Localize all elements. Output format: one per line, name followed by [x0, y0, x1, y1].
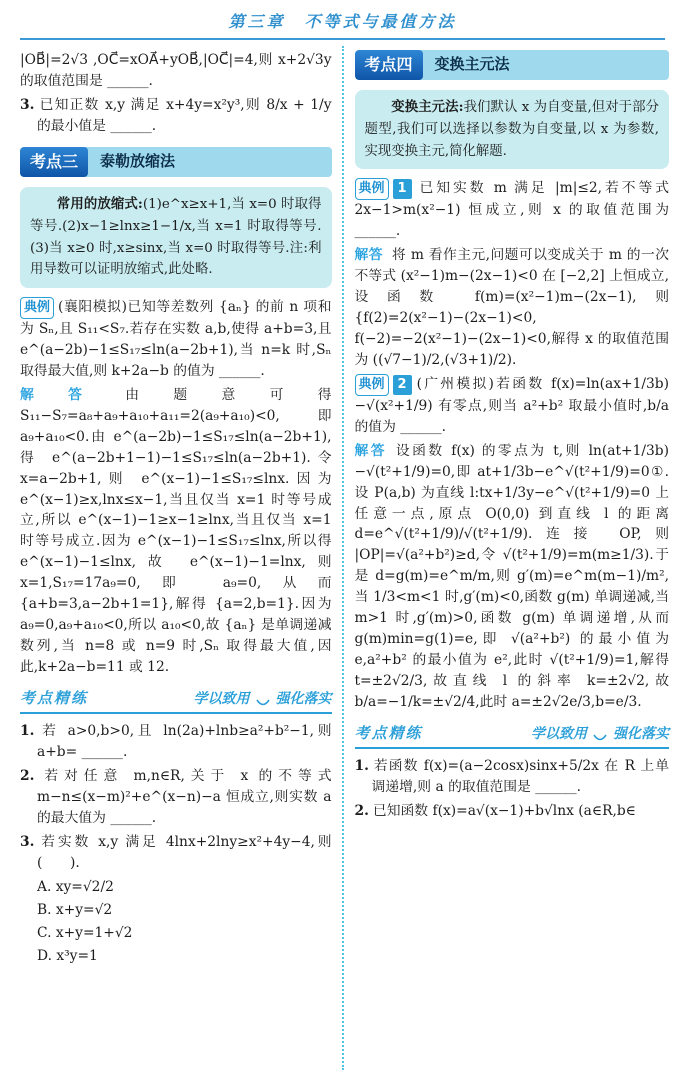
- section-header-kaodian-3: [20, 147, 332, 177]
- example-problem: [20, 297, 332, 382]
- example-text: (广州模拟)若函数 f(x)=ln(ax+1/3b)−√(x²+1/9) 有零点,则当 a²+b² 取最小值时,b/a 的值为 ______.: [354, 375, 669, 435]
- answer-label: 解答: [354, 247, 383, 264]
- problem-text: 若 a>0,b>0,且 ln(2a)+lnb≥a²+b²−1,则 a+b= ______.: [37, 723, 332, 760]
- two-column-layout: [0, 40, 685, 1070]
- problem-text: 若实数 x,y 满足 4lnx+2lny≥x²+4y−4,则( ).: [37, 833, 332, 871]
- problem-text: 若函数 f(x)=(a−2cosx)sinx+5/2x 在 R 上单调递增,则 a 的取值范围是 ______.: [371, 758, 669, 795]
- option-d: D. x³y=1: [37, 947, 98, 964]
- example-number: 2: [393, 375, 412, 395]
- practice-problem-3: [20, 832, 332, 874]
- example-text: 已知实数 m 满足 |m|≤2,若不等式 2x−1>m(x²−1) 恒成立,则 x 的取值范围为 ______.: [354, 180, 669, 240]
- slogan-2: 强化落实: [275, 690, 332, 707]
- practice-title: 考点精练: [20, 689, 89, 708]
- answer-label: 解答: [354, 442, 387, 459]
- option-a: A. xy=√2/2: [37, 878, 114, 895]
- practice-header: [20, 687, 332, 714]
- problem-number: 2.: [354, 802, 369, 819]
- left-column: [18, 46, 344, 1070]
- practice-slogans: [194, 689, 332, 710]
- example-2-problem: [355, 374, 670, 438]
- answer-text: 将 m 看作主元,问题可以变成关于 m 的一次不等式 (x²−1)m−(2x−1)<0 在 [−2,2] 上恒成立,设函数 f(m)=(x²−1)m−(2x−1),则 {f(2)=2(x²−1)−(2x−1)<0, f(−2)=−2(x²−1)−(2x−1)<0,解得 x 的取值范围为 ((√7−1)/2,(√3+1)/2).: [354, 247, 670, 368]
- problem-text: 已知正数 x,y 满足 x+4y=x²y³,则 8/x + 1/y 的最小值是 ______.: [37, 96, 332, 134]
- example-badge: 典例: [355, 178, 389, 200]
- problem-text: 已知函数 f(x)=a√(x−1)+b√lnx (a∈R,b∈: [372, 802, 636, 819]
- problem-number: 3.: [20, 96, 35, 113]
- answer-paragraph: [20, 385, 332, 679]
- slogan-1: 学以致用: [193, 690, 250, 707]
- wavy-underline-icon: [593, 729, 607, 750]
- kaodian-title: 变换主元法: [434, 55, 510, 73]
- answer-text: 设函数 f(x) 的零点为 t,则 ln(at+1/3b)−√(t²+1/9)=0,即 at+1/3b−e^√(t²+1/9)=0①.设 P(a,b) 为直线 l:tx+1/3y−e^√(t²+1/9)=0 上任意一点,原点 O(0,0) 到直线 l 的距离 d=e^√(t²+1/9)/√(t²+1/9).连接 OP,则 |OP|=√(a²+b²)≥d,令 √(t²+1/9)=m(m≥1/3).于是 d=g(m)=e^m/m,则 g′(m)=e^m(m−1)/m²,当 1/3<m<1 时,g′(m)<0,函数 g(m) 单调递减,当 m>1 时,g′(m)>0,函数 g(m) 单调递增,从而 g(m)min=g(1)=e,即 √(a²+b²) 的最小值为 e,a²+b² 的最小值为 e²,此时 √(t²+1/9)=1,解得 t=±2√2/3,故直线 l 的斜率 k=±2√2,故 b/a=−1/k=±√2/4,此时 a=±2√2e/3,b=e/3.: [354, 442, 669, 711]
- practice-problem-1: [355, 756, 670, 798]
- option-b: B. x+y=√2: [37, 901, 113, 918]
- example-text: (襄阳模拟)已知等差数列 {aₙ} 的前 n 项和为 Sₙ,且 S₁₁<S₇.若存在实数 a,b,使得 a+b=3,且 e^(a−2b)−1≤S₁₇≤ln(a−2b+1),当 n=k 时,Sₙ 取得最大值,则 k+2a−b 的值为 ______.: [20, 299, 332, 379]
- kaodian-badge: 考点三: [20, 147, 88, 177]
- answer-2-paragraph: [355, 441, 670, 714]
- example-1-problem: [355, 178, 670, 242]
- problem-3: [20, 95, 332, 137]
- example-number: 1: [393, 179, 412, 199]
- practice-problem-2: [20, 766, 332, 829]
- slogan-2: 强化落实: [613, 725, 669, 742]
- note-lead: 变换主元法:: [391, 99, 464, 116]
- answer-1-paragraph: [355, 245, 670, 371]
- chapter-title: 第三章 不等式与最值方法: [228, 12, 457, 31]
- practice-slogans: [531, 724, 669, 745]
- section-header-kaodian-4: [355, 50, 670, 80]
- problem-text: 若对任意 m,n∈R,关于 x 的不等式 m−n≤(x−m)²+e^(x−n)−a 恒成立,则实数 a 的最大值为 ______.: [37, 767, 332, 826]
- example-badge: 典例: [20, 297, 54, 319]
- slogan-1: 学以致用: [531, 725, 587, 742]
- practice-header: [355, 722, 670, 749]
- kaodian-badge: 考点四: [355, 50, 423, 80]
- answer-text: 由题意可得 S₁₁−S₇=a₈+a₉+a₁₀+a₁₁=2(a₉+a₁₀)<0,即 a₉+a₁₀<0.由 e^(a−2b)−1≤S₁₇≤ln(a−2b+1),得 e^(a−2b+1−1)−1≤S₁₇≤ln(a−2b+1).令 x=a−2b+1,则 e^(x−1)−1≤S₁₇≤lnx.因为 e^(x−1)≥x,lnx≤x−1,当且仅当 x=1 时等号成立,所以 e^(x−1)−1≥x−1≥lnx,当且仅当 x=1 时等号成立.因为 e^(x−1)−1≤S₁₇≤lnx,所以得 e^(x−1)−1≤lnx,故 e^(x−1)−1=lnx,则 x=1,S₁₇=17a₉=0,即 a₉=0,从而 {a+b=3,a−2b+1=1},解得 {a=2,b=1}.因为 a₉=0,a₉+a₁₀<0,所以 a₁₀<0,故 {aₙ} 是单调递减数列,当 n=8 或 n=9 时,Sₙ 取得最大值,因此,k+2a−b=11 或 12.: [20, 386, 332, 676]
- note-text: (1)e^x≥x+1,当 x=0 时取得等号.(2)x−1≥lnx≥1−1/x,当 x=1 时取得等号.(3)当 x≥0 时,x≥sinx,当 x=0 时取得等号.注:利用导数可以证明放缩式,此处略.: [30, 197, 322, 278]
- example-badge: 典例: [355, 374, 389, 396]
- wavy-underline-icon: [256, 694, 270, 715]
- practice-title: 考点精练: [354, 724, 423, 743]
- practice-problem-1: [20, 721, 332, 763]
- method-note-box: [355, 90, 670, 169]
- page-header: [0, 0, 685, 40]
- practice-problem-2: [355, 801, 670, 822]
- answer-label: 解答: [20, 386, 117, 403]
- method-note-box: [20, 187, 332, 288]
- option-c: C. x+y=1+√2: [37, 924, 133, 941]
- problem-number: 1.: [354, 758, 369, 774]
- note-lead: 常用的放缩式:: [56, 196, 143, 213]
- carryover-problem-text: |OB⃗|=2√3 ,OC⃗=xOA⃗+yOB⃗,|OC⃗|=4,则 x+2√3y 的取值范围是 ______.: [20, 52, 332, 89]
- right-column: [344, 46, 670, 1070]
- note-text: 我们默认 x 为自变量,但对于部分题型,我们可以选择以参数为自变量,以 x 为参数,实现变换主元,简化解题.: [364, 100, 659, 159]
- problem-number: 3.: [20, 833, 35, 850]
- kaodian-title: 泰勒放缩法: [100, 151, 176, 170]
- problem-number: 2.: [20, 767, 35, 784]
- problem-number: 1.: [20, 723, 35, 740]
